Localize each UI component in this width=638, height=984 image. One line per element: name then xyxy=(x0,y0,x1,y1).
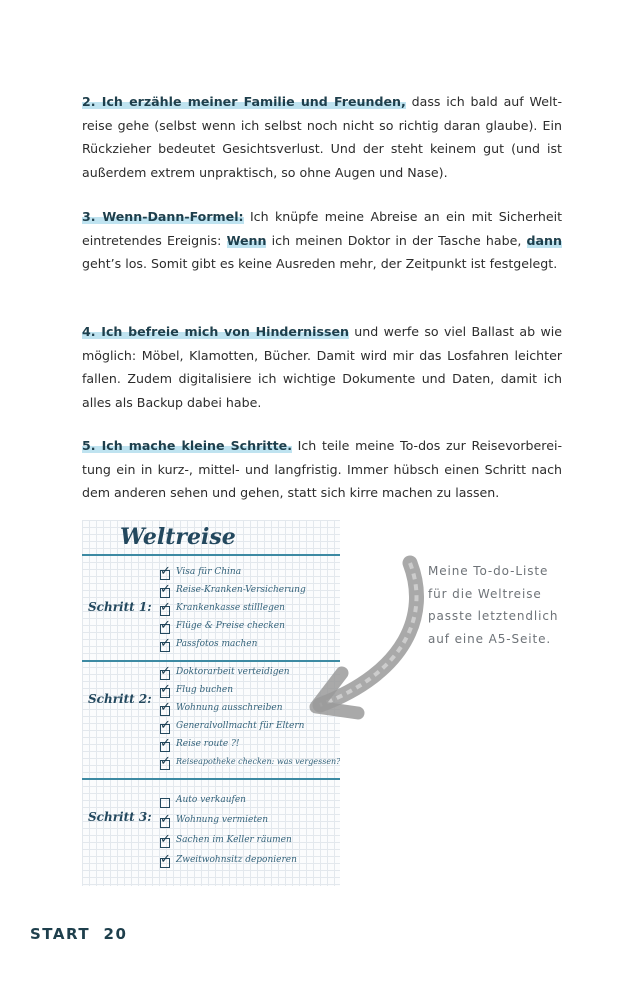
item-label: Krankenkasse stilllegen xyxy=(176,603,285,613)
item-label: Zweitwohnsitz deponieren xyxy=(176,855,297,865)
paragraph-body: ich meinen Doktor in der Tasche habe, xyxy=(266,232,527,248)
checkmark-icon: ✓ xyxy=(160,582,171,597)
item-label: Auto verkaufen xyxy=(176,795,246,805)
sheet-title: Weltreise xyxy=(120,524,236,550)
paragraph-body: geht’s los. Somit gibt es keine Ausreden mehr, der Zeitpunkt ist festgelegt. xyxy=(82,256,558,271)
checkbox-icon xyxy=(160,600,171,616)
paragraph-2 xyxy=(82,90,562,184)
checkmark-icon: ✓ xyxy=(160,736,171,751)
emphasis-dann: dann xyxy=(526,232,562,248)
item-label: Generalvollmacht für Eltern xyxy=(176,721,305,731)
paragraph-4 xyxy=(82,320,562,414)
caption-line: für die Weltreise xyxy=(428,586,542,601)
checkmark-icon: ✓ xyxy=(160,718,171,733)
checkbox-icon xyxy=(160,564,171,580)
checkmark-icon: ✓ xyxy=(160,700,171,715)
checkmark-icon: ✓ xyxy=(160,664,171,679)
curved-arrow-icon xyxy=(280,555,440,730)
checkbox-icon xyxy=(160,664,171,680)
caption-line: passte letztendlich xyxy=(428,609,559,623)
checkbox-icon xyxy=(160,718,171,734)
checkbox-icon xyxy=(160,636,171,652)
caption-line: Meine To-do-Liste xyxy=(428,564,549,578)
checkmark-icon: ✓ xyxy=(160,812,171,827)
checkmark-icon: ✓ xyxy=(160,832,171,847)
item-label: Wohnung vermieten xyxy=(176,815,269,825)
item-label: Flüge & Preise checken xyxy=(176,621,285,631)
checkmark-icon: ✓ xyxy=(160,636,171,651)
checkmark-icon: ✓ xyxy=(160,564,171,579)
checkbox-icon xyxy=(160,798,170,808)
checkbox-icon xyxy=(160,852,171,868)
paragraph-lead: 4. Ich befreie mich von Hindernissen xyxy=(82,324,349,339)
paragraph-lead: 5. Ich mache kleine Schritte. xyxy=(82,438,292,453)
paragraph-body: Ich teile meine To-dos zur Reisevorbereitung ein in kurz-, mittel- und langfristig. Immer hübsch einen Schritt nach dem anderen sehen und gehen, statt sich kirre machen zu lassen. xyxy=(82,438,562,500)
paragraph-body: und werfe so viel Ballast ab wie möglich: Möbel, Klamotten, Bücher. Damit wird mir das Losfahren leichter fallen. Zudem digitalisiere ich wichtige Dokumente und Daten, damit ich alles als Backup dabei habe. xyxy=(82,324,562,410)
checkbox-icon xyxy=(160,754,171,770)
checkbox-icon xyxy=(160,682,171,698)
section-name: START xyxy=(30,925,91,943)
emphasis-wenn: Wenn xyxy=(226,232,267,248)
checkbox-icon xyxy=(160,736,171,752)
item-label: Visa für China xyxy=(176,567,242,577)
caption-line: auf eine A5-Seite. xyxy=(428,631,552,646)
photo-caption xyxy=(428,560,578,650)
checkbox-icon xyxy=(160,582,171,598)
item-label: Sachen im Keller räumen xyxy=(176,835,292,845)
item-label: Reiseapotheke checken: was vergessen? xyxy=(176,757,340,766)
paragraph-body: dass ich bald auf Weltreise gehe (selbst wenn ich selbst noch nicht so richtig daran glaube). Ein Rückzieher bedeutet Gesichtsverlust. Und der steht keinem gut (und ist außerdem extrem unpraktisch, so ohne Augen und Nase). xyxy=(82,94,562,180)
item-label: Reise-Kranken-Versicherung xyxy=(176,585,306,595)
checkmark-icon: ✓ xyxy=(160,682,171,697)
item-label: Reise route ?! xyxy=(176,739,240,749)
step-label: Schritt 1: xyxy=(88,600,152,614)
step-label: Schritt 2: xyxy=(88,692,152,706)
paragraph-lead: 2. Ich erzähle meiner Familie und Freunden, xyxy=(82,94,406,109)
checkmark-icon: ✓ xyxy=(160,618,171,633)
checkbox-icon xyxy=(160,618,171,634)
paragraph-3 xyxy=(82,205,562,276)
step-divider xyxy=(82,778,340,780)
checkmark-icon: ✓ xyxy=(160,754,171,769)
item-label: Flug buchen xyxy=(176,685,234,695)
item-label: Passfotos machen xyxy=(176,639,258,649)
item-label: Wohnung ausschreiben xyxy=(176,703,283,713)
checkmark-icon: ✓ xyxy=(160,852,171,867)
item-label: Doktorarbeit verteidigen xyxy=(176,667,290,677)
step-label: Schritt 3: xyxy=(88,810,152,824)
page-footer xyxy=(30,925,127,943)
checkbox-icon xyxy=(160,832,171,848)
checkbox-icon xyxy=(160,812,171,828)
checkmark-icon: ✓ xyxy=(160,600,171,615)
checkbox-icon xyxy=(160,700,171,716)
page-number: 20 xyxy=(103,925,128,943)
paragraph-lead: 3. Wenn-Dann-Formel: xyxy=(82,209,244,224)
paragraph-body: Ich knüpfe meine Abreise an ein mit Sicherheit eintretendes Ereignis: xyxy=(82,209,563,248)
paragraph-5 xyxy=(82,434,562,505)
